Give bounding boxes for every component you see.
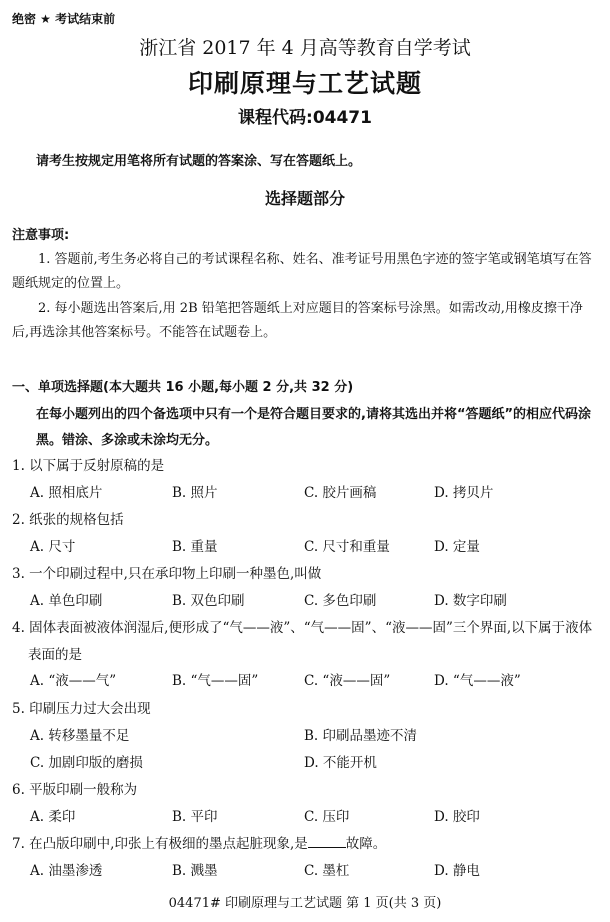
page-footer: 04471# 印刷原理与工艺试题 第 1 页(共 3 页) (168, 896, 442, 911)
course-code: 课程代码:04471 (238, 108, 372, 128)
option-c: C. 胶片画稿 (304, 485, 377, 501)
option-c: C. 墨杠 (304, 863, 350, 879)
option-d: D. 数字印刷 (434, 593, 507, 609)
options-row-1 (30, 480, 590, 506)
question-stem-6: 6. 平版印刷一般称为 (12, 782, 138, 798)
question-stem-3: 3. 一个印刷过程中,只在承印物上印刷一种墨色,叫做 (12, 566, 322, 582)
option-b: B. 重量 (172, 539, 218, 555)
question-stem-7 (12, 831, 602, 858)
instruction: 请考生按规定用笔将所有试题的答案涂、写在答题纸上。 (36, 154, 362, 169)
option-b: B. “气——固” (172, 673, 259, 689)
options-row-5a (30, 723, 590, 749)
exam-title: 浙江省 2017 年 4 月高等教育自学考试 (139, 37, 471, 59)
question-stem-1: 1. 以下属于反射原稿的是 (12, 458, 165, 474)
option-b: B. 印刷品墨迹不清 (304, 728, 418, 744)
options-row-3 (30, 588, 590, 614)
option-d: D. 拷贝片 (434, 485, 494, 501)
options-row-7 (30, 858, 590, 884)
option-d: D. 定量 (434, 539, 480, 555)
option-b: B. 照片 (172, 485, 218, 501)
option-c: C. 尺寸和重量 (304, 539, 390, 555)
question-stem-5: 5. 印刷压力过大会出现 (12, 701, 151, 717)
answer-blank (308, 833, 346, 848)
option-a: A. 转移墨量不足 (30, 728, 130, 744)
part-title: 选择题部分 (264, 189, 345, 208)
paper-title: 印刷原理与工艺试题 (187, 69, 422, 98)
section-title: 一、单项选择题(本大题共 16 小题,每小题 2 分,共 32 分) (12, 380, 354, 395)
option-d: D. 静电 (434, 863, 480, 879)
option-c: C. 多色印刷 (304, 593, 377, 609)
option-c: C. “液——固” (304, 673, 391, 689)
option-b: B. 平印 (172, 809, 218, 825)
option-d: D. 胶印 (434, 809, 480, 825)
question-stem-2: 2. 纸张的规格包括 (12, 512, 124, 528)
note-item-1: 1. 答题前,考生务必将自己的考试课程名称、姓名、准考证号用黑色字迹的签字笔或钢笔填写在答题纸规定的位置上。 (12, 252, 592, 291)
section-description: 在每小题列出的四个备选项中只有一个是符合题目要求的,请将其选出并将“答题纸”的相应代码涂黑。错涂、多涂或未涂均无分。 (36, 407, 592, 448)
option-d: D. 不能开机 (304, 755, 377, 771)
option-a: A. 照相底片 (30, 485, 103, 501)
option-a: A. “液——气” (30, 673, 117, 689)
options-row-4 (30, 668, 590, 694)
option-c: C. 加剧印版的磨损 (30, 755, 143, 771)
notes-title: 注意事项: (12, 228, 70, 243)
option-d: D. “气——液” (434, 673, 521, 689)
option-a: A. 单色印刷 (30, 593, 103, 609)
question-stem-7-after: 故障。 (345, 836, 387, 852)
option-b: B. 溅墨 (172, 863, 218, 879)
note-item-2: 2. 每小题选出答案后,用 2B 铅笔把答题纸上对应题目的答案标号涂黑。如需改动,用橡皮擦干净后,再选涂其他答案标号。不能答在试题卷上。 (12, 301, 583, 340)
question-stem-4: 4. 固体表面被液体润湿后,便形成了“气——液”、“气——固”、“液——固”三个界面,以下属于液体表面的是 (12, 620, 593, 663)
option-c: C. 压印 (304, 809, 350, 825)
options-row-2 (30, 534, 590, 560)
option-a: A. 尺寸 (30, 539, 76, 555)
option-a: A. 油墨渗透 (30, 863, 103, 879)
option-b: B. 双色印刷 (172, 593, 245, 609)
question-stem-7-before: 7. 在凸版印刷中,印张上有极细的墨点起脏现象,是 (12, 836, 308, 852)
options-row-5b (30, 750, 590, 776)
secret-label: 绝密 ★ 考试结束前 (12, 12, 116, 26)
option-a: A. 柔印 (30, 809, 76, 825)
options-row-6 (30, 804, 590, 830)
